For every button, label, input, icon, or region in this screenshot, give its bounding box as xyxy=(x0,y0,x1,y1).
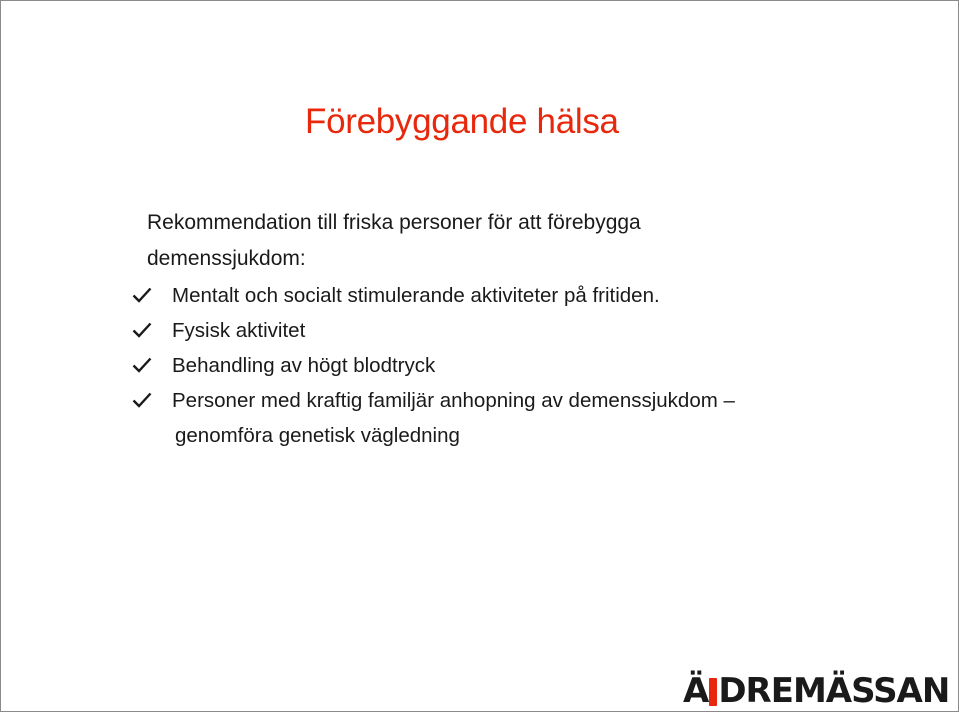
list-item xyxy=(132,348,735,383)
logo-letter-a: Ä xyxy=(683,671,709,711)
list-item-text: Mentalt och socialt stimulerande aktiviteter på fritiden. xyxy=(172,284,660,307)
slide-title: Förebyggande hälsa xyxy=(305,102,619,141)
logo-text: DREMÄSSAN xyxy=(718,671,950,711)
intro-text xyxy=(147,205,641,277)
list-item-text: Personer med kraftig familjär anhopning av demenssjukdom – xyxy=(172,389,735,412)
list-item-text: Behandling av högt blodtryck xyxy=(172,354,436,377)
list-item xyxy=(132,313,735,348)
recommendation-list xyxy=(132,278,735,453)
checkmark-icon xyxy=(132,392,152,408)
list-item-continuation: genomföra genetisk vägledning xyxy=(175,424,460,447)
list-item xyxy=(132,278,735,313)
intro-line-2: demenssjukdom: xyxy=(147,247,306,270)
logo-bar xyxy=(709,678,717,706)
checkmark-icon xyxy=(132,357,152,373)
list-item xyxy=(132,383,735,453)
aldremassan-logo xyxy=(683,671,949,711)
intro-line-1: Rekommendation till friska personer för att förebygga xyxy=(147,211,641,234)
list-item-text: Fysisk aktivitet xyxy=(172,319,306,342)
checkmark-icon xyxy=(132,287,152,303)
checkmark-icon xyxy=(132,322,152,338)
